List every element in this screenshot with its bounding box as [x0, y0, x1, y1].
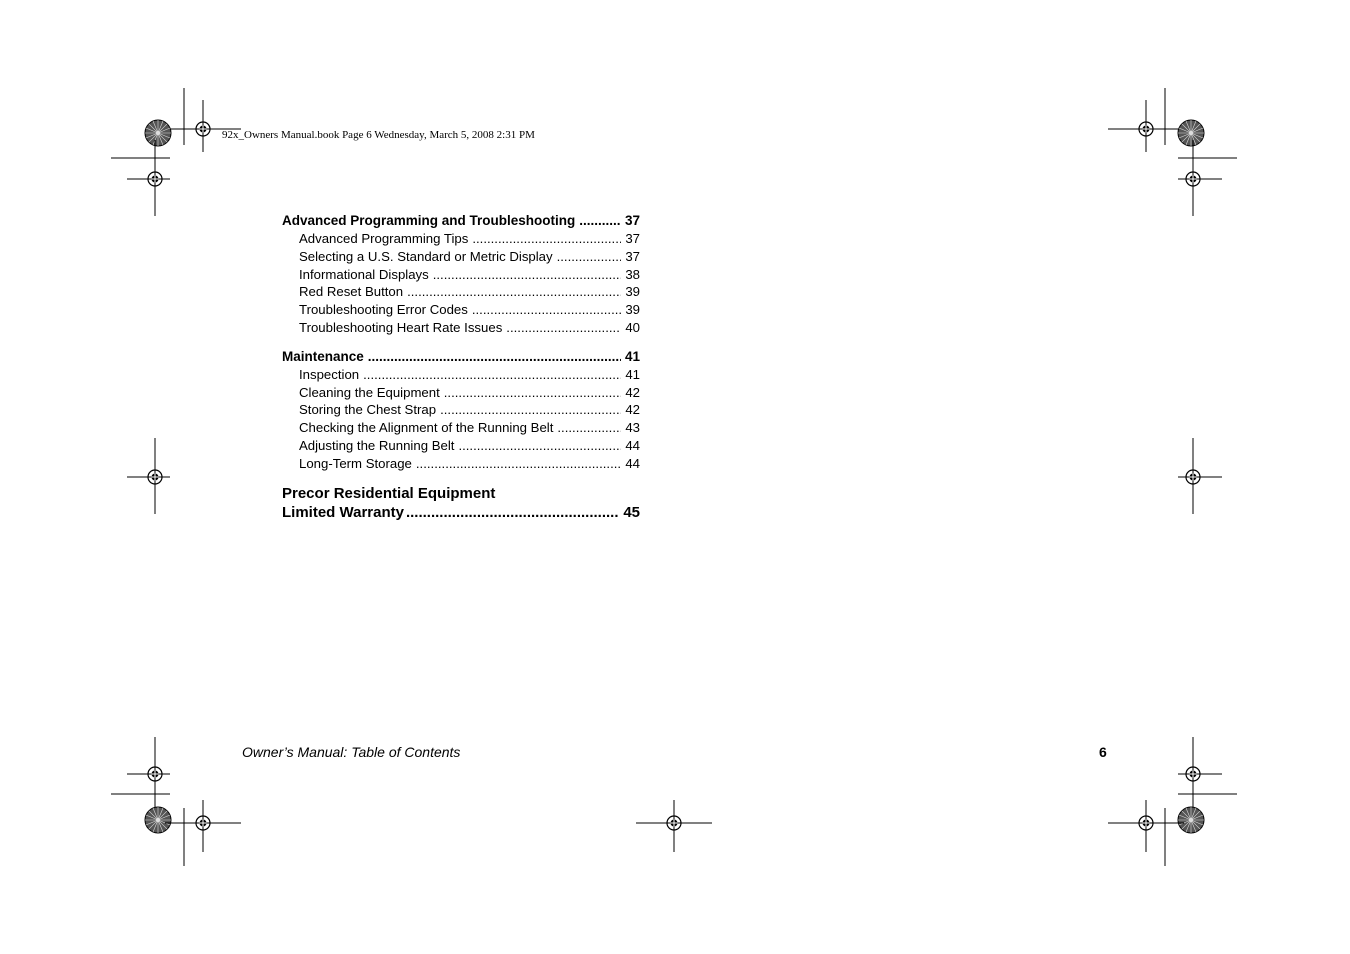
toc-item-title: Storing the Chest Strap — [299, 402, 437, 418]
toc-item-title: Troubleshooting Heart Rate Issues — [299, 319, 503, 335]
crop-mark-bottom-right — [1108, 737, 1237, 866]
toc-item[interactable] — [282, 301, 640, 319]
toc-item[interactable] — [282, 419, 640, 437]
toc-leader — [363, 366, 621, 384]
toc-leader — [557, 248, 622, 266]
toc-item[interactable] — [282, 384, 640, 402]
toc-warranty-line2: Limited Warranty — [282, 504, 404, 522]
toc-item[interactable] — [282, 366, 640, 384]
toc-section-title: Maintenance — [282, 348, 364, 364]
toc-leader — [433, 266, 622, 284]
toc-leader — [458, 437, 621, 455]
table-of-contents — [282, 212, 640, 523]
crop-mark-top-left — [111, 88, 241, 216]
toc-page: 43 — [625, 420, 640, 436]
toc-warranty-row — [282, 503, 640, 523]
toc-item-title: Checking the Alignment of the Running Belt — [299, 420, 554, 436]
toc-page: 42 — [625, 402, 640, 418]
crop-mark-bottom-left — [111, 737, 241, 866]
toc-page: 37 — [625, 248, 640, 264]
toc-section-advanced-programming[interactable] — [282, 212, 640, 230]
toc-item[interactable] — [282, 319, 640, 337]
crop-mark-middle-left — [127, 438, 170, 514]
toc-item[interactable] — [282, 266, 640, 284]
header-stamp: 92x_Owners Manual.book Page 6 Wednesday, March 5, 2008 2:31 PM — [222, 129, 535, 141]
toc-section-title: Advanced Programming and Troubleshooting — [282, 213, 576, 228]
toc-item-title: Long-Term Storage — [299, 455, 412, 471]
crop-mark-middle-right — [1178, 438, 1222, 514]
toc-page: 42 — [625, 384, 640, 400]
toc-leader — [368, 348, 621, 366]
crop-mark-bottom-center — [636, 800, 712, 852]
toc-item[interactable] — [282, 248, 640, 266]
toc-item-title: Inspection — [299, 366, 360, 382]
toc-section-maintenance[interactable] — [282, 348, 640, 366]
toc-item-title: Troubleshooting Error Codes — [299, 302, 468, 318]
toc-leader — [472, 301, 621, 319]
toc-item-title: Red Reset Button — [299, 284, 404, 300]
toc-page: 39 — [625, 302, 640, 318]
crop-mark-top-right — [1108, 88, 1237, 216]
toc-item-title: Advanced Programming Tips — [299, 231, 469, 246]
toc-leader — [506, 319, 621, 337]
toc-leader — [557, 419, 621, 437]
toc-item[interactable] — [282, 455, 640, 473]
toc-page: 37 — [624, 213, 640, 228]
toc-item[interactable] — [282, 437, 640, 455]
toc-item-title: Informational Displays — [299, 266, 429, 282]
toc-item-title: Selecting a U.S. Standard or Metric Display — [299, 248, 553, 264]
footer-title: Owner’s Manual: Table of Contents — [242, 744, 461, 760]
toc-page: 41 — [624, 348, 640, 364]
toc-warranty-line1: Precor Residential Equipment — [282, 484, 496, 502]
toc-leader — [406, 503, 619, 523]
toc-leader — [579, 212, 621, 230]
toc-page: 38 — [625, 266, 640, 282]
toc-page: 39 — [625, 284, 640, 300]
toc-leader — [416, 455, 621, 473]
toc-section-warranty[interactable] — [282, 484, 640, 523]
section-spacer — [282, 337, 640, 348]
toc-item[interactable] — [282, 230, 640, 248]
toc-page: 40 — [625, 319, 640, 335]
toc-leader — [440, 401, 621, 419]
toc-item-title: Adjusting the Running Belt — [299, 437, 455, 453]
toc-item[interactable] — [282, 401, 640, 419]
toc-page: 37 — [625, 231, 640, 246]
section-spacer — [282, 473, 640, 484]
toc-page: 44 — [625, 437, 640, 453]
toc-leader — [472, 230, 621, 248]
toc-leader — [407, 283, 621, 301]
toc-item-title: Cleaning the Equipment — [299, 384, 440, 400]
toc-page: 44 — [625, 455, 640, 471]
toc-item[interactable] — [282, 283, 640, 301]
toc-page: 45 — [623, 504, 640, 522]
toc-leader — [444, 384, 622, 402]
page-number: 6 — [1099, 744, 1107, 760]
toc-page: 41 — [625, 366, 640, 382]
